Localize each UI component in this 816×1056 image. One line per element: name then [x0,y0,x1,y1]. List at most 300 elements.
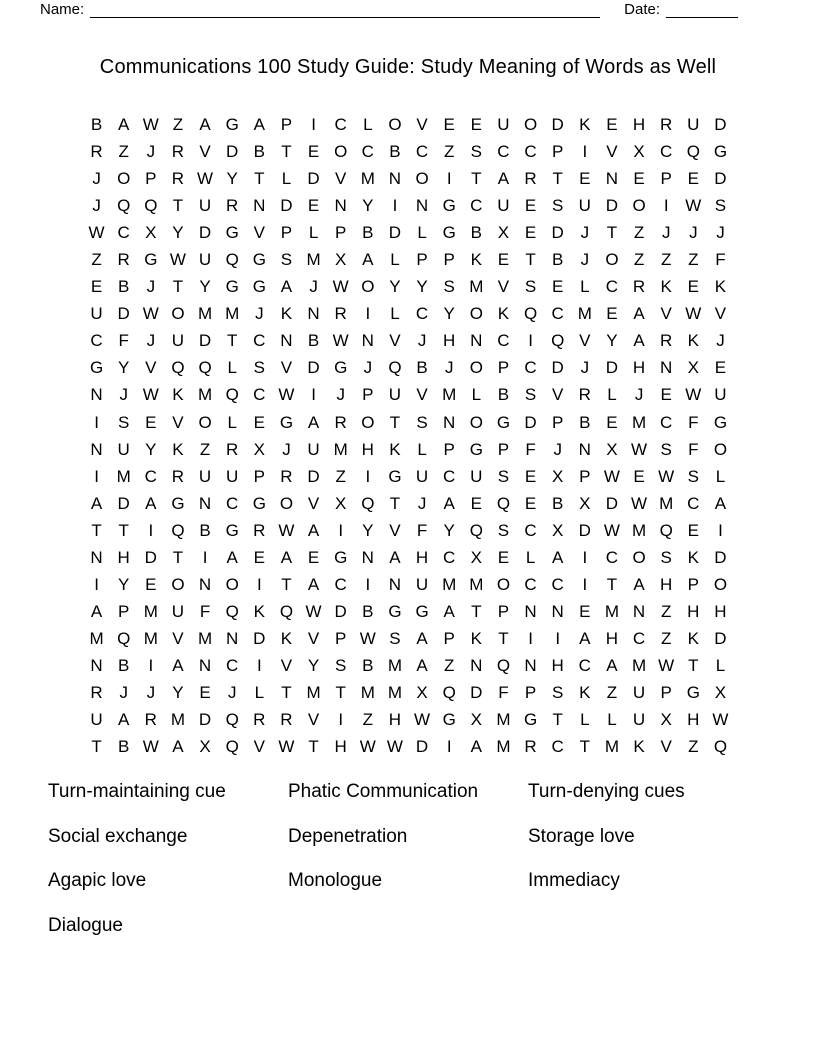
word-list-item: Phatic Communication [288,781,479,802]
grid-letter-r12c17: D [524,412,537,432]
grid-letter-r15c1: A [90,493,103,513]
grid-letter-r18c24: O [713,574,728,594]
grid-letter-r4c11: Y [362,196,374,216]
grid-letter-r22c17: P [524,683,537,702]
grid-letter-r15c10: X [335,493,347,513]
grid-letter-r16c23: E [687,520,699,540]
grid-letter-r14c23: S [687,466,699,486]
grid-letter-r15c23: C [687,493,700,513]
grid-letter-r9c15: N [470,331,483,351]
grid-letter-r12c13: S [416,412,428,432]
grid-letter-r24c23: Z [688,737,699,757]
word-list-item: Turn-maintaining cue [48,781,226,802]
grid-letter-r10c22: N [660,358,673,378]
grid-letter-r7c2: B [118,277,130,297]
grid-letter-r1c5: A [199,115,211,135]
grid-letter-r3c13: O [415,169,429,189]
grid-letter-r1c1: B [90,115,103,135]
grid-letter-r2c2: Z [118,142,129,162]
grid-letter-r3c9: D [307,169,320,189]
grid-letter-r10c16: P [497,358,510,378]
grid-letter-r12c18: P [552,412,564,432]
grid-letter-r4c10: N [334,196,347,216]
grid-letter-r15c13: J [417,493,427,513]
grid-letter-r9c20: Y [606,331,618,351]
grid-letter-r23c9: V [307,710,320,730]
grid-letter-r3c20: N [605,169,619,189]
grid-letter-r9c11: N [361,331,374,351]
grid-letter-r1c3: W [142,115,159,135]
grid-letter-r21c6: C [226,655,239,675]
grid-letter-r8c2: D [117,304,130,324]
grid-letter-r18c8: T [281,574,292,594]
grid-letter-r17c22: S [660,547,672,567]
grid-letter-r13c18: J [553,439,562,459]
grid-letter-r17c4: T [172,547,184,567]
grid-letter-r6c24: F [715,250,726,270]
grid-letter-r12c4: V [172,412,184,432]
grid-letter-r3c17: R [524,169,537,189]
grid-letter-r19c7: K [253,601,265,621]
grid-letter-r23c12: H [388,710,402,730]
grid-letter-r20c4: V [172,628,184,648]
grid-letter-r22c19: K [579,683,591,702]
grid-letter-r1c12: O [388,115,402,135]
grid-letter-r23c11: Z [362,710,373,730]
grid-letter-r3c5: W [197,169,214,189]
grid-letter-r2c19: I [582,142,588,162]
grid-letter-r13c15: G [469,439,483,459]
grid-letter-r24c8: W [278,737,295,757]
grid-letter-r6c14: P [443,250,455,270]
grid-letter-r4c20: D [605,196,619,216]
grid-letter-r22c4: Y [172,683,184,702]
grid-letter-r4c21: O [632,196,646,216]
grid-letter-r24c21: K [633,737,645,757]
grid-letter-r1c13: V [416,115,428,135]
grid-letter-r10c4: Q [171,358,185,378]
grid-letter-r5c15: B [470,223,482,243]
grid-letter-r7c22: K [660,277,672,297]
grid-letter-r2c4: R [171,142,185,162]
grid-letter-r9c3: J [146,331,156,351]
grid-letter-r23c21: U [632,710,646,730]
grid-letter-r4c16: U [497,196,510,216]
grid-letter-r11c8: W [278,385,295,405]
grid-letter-r6c11: A [362,250,374,270]
grid-letter-r21c23: T [688,655,699,675]
grid-letter-r22c18: S [552,683,564,702]
word-list-item: Monologue [288,870,383,892]
grid-letter-r9c7: C [253,331,266,351]
grid-letter-r2c9: E [307,142,320,162]
grid-letter-r2c5: V [199,142,211,162]
grid-letter-r8c11: I [365,304,371,324]
grid-letter-r23c23: H [687,710,700,730]
grid-letter-r19c2: P [118,601,130,621]
grid-letter-r8c3: W [142,304,159,324]
grid-letter-r4c18: S [552,196,564,216]
grid-letter-r21c16: Q [496,655,511,675]
grid-letter-r4c4: T [172,196,184,216]
grid-letter-r24c10: H [334,737,347,757]
grid-letter-r9c5: D [198,331,212,351]
grid-letter-r5c12: D [388,223,402,243]
grid-letter-r20c13: A [416,628,428,648]
grid-letter-r1c8: P [280,115,293,135]
grid-letter-r16c21: M [631,520,647,540]
date-label: Date: [624,1,660,18]
grid-letter-r19c3: M [143,601,158,621]
grid-letter-r8c9: N [307,304,320,324]
grid-letter-r5c6: G [225,223,239,243]
grid-letter-r15c2: D [117,493,130,513]
grid-letter-r22c12: M [387,683,403,702]
grid-letter-r4c3: Q [144,196,158,216]
grid-letter-r11c5: M [197,385,213,405]
grid-letter-r14c7: P [253,466,265,486]
grid-letter-r14c19: P [579,466,591,486]
grid-letter-r10c19: J [580,358,590,378]
grid-letter-r13c19: N [578,439,591,459]
grid-letter-r23c18: T [552,710,563,730]
grid-letter-r22c23: G [686,683,700,702]
grid-letter-r8c18: C [551,304,564,324]
grid-letter-r11c10: J [336,385,345,405]
grid-letter-r22c20: Z [606,683,618,702]
grid-letter-r18c17: C [524,574,537,594]
grid-letter-r20c9: V [307,628,320,648]
grid-letter-r23c19: L [580,710,590,730]
grid-letter-r1c18: D [551,115,564,135]
word-list-item: Turn-denying cues [528,781,685,802]
grid-letter-r14c21: E [633,466,645,486]
grid-letter-r8c10: R [334,304,347,324]
grid-letter-r24c3: W [142,737,159,757]
grid-letter-r8c24: V [714,304,727,324]
grid-letter-r20c5: M [197,628,213,648]
grid-letter-r1c16: U [497,115,510,135]
grid-letter-r15c24: A [714,493,727,513]
grid-letter-r21c17: N [524,655,537,675]
grid-letter-r10c23: X [687,358,699,378]
grid-letter-r15c14: A [443,493,455,513]
grid-letter-r15c20: D [605,493,619,513]
grid-letter-r1c21: H [632,115,646,135]
grid-letter-r22c1: R [90,683,103,702]
grid-letter-r6c17: T [525,250,536,270]
grid-letter-r21c19: C [578,655,591,675]
grid-letter-r20c15: K [470,628,482,648]
grid-letter-r17c13: H [415,547,429,567]
grid-letter-r8c23: W [685,304,702,324]
grid-letter-r22c13: X [416,683,428,702]
grid-letter-r14c4: R [171,466,185,486]
grid-letter-r3c19: E [579,169,591,189]
word-list-item: Dialogue [48,915,123,937]
grid-letter-r18c4: O [171,574,185,594]
grid-letter-r6c12: L [390,250,400,270]
grid-letter-r15c16: Q [496,493,511,513]
grid-letter-r17c20: C [605,547,619,567]
grid-letter-r2c3: J [146,142,156,162]
grid-letter-r1c9: I [311,115,316,135]
grid-letter-r3c6: Y [226,169,238,189]
grid-letter-r1c14: E [443,115,455,135]
grid-letter-r5c7: V [253,223,265,243]
grid-letter-r1c17: O [523,115,538,135]
grid-letter-r22c3: J [146,683,156,702]
grid-letter-r11c16: B [497,385,510,405]
grid-letter-r5c10: P [335,223,347,243]
grid-letter-r13c14: P [443,439,455,459]
grid-letter-r12c7: E [253,412,265,432]
grid-letter-r11c3: W [142,385,159,405]
grid-letter-r4c13: N [415,196,429,216]
grid-letter-r5c14: G [442,223,456,243]
grid-letter-r16c20: W [603,520,620,540]
grid-letter-r1c4: Z [172,115,184,135]
grid-letter-r10c21: H [632,358,646,378]
grid-letter-r16c16: S [497,520,510,540]
grid-letter-r8c14: Y [443,304,455,324]
grid-letter-r16c13: F [416,520,428,540]
grid-letter-r10c9: D [307,358,320,378]
grid-letter-r4c7: N [253,196,266,216]
grid-letter-r9c12: V [389,331,401,351]
grid-letter-r18c19: I [582,574,588,594]
grid-letter-r4c8: D [280,196,293,216]
grid-letter-r6c7: G [252,250,266,270]
grid-letter-r20c11: W [359,628,376,648]
grid-letter-r19c13: G [415,601,429,621]
grid-letter-r7c7: G [252,277,266,297]
grid-letter-r19c14: A [443,601,455,621]
grid-letter-r7c19: L [580,277,590,297]
grid-letter-r11c14: M [442,385,457,405]
grid-letter-r12c8: G [279,412,294,432]
grid-letter-r23c17: G [523,710,538,730]
grid-letter-r2c23: Q [686,142,700,162]
grid-letter-r22c9: M [306,683,321,702]
grid-letter-r20c23: K [687,628,699,648]
grid-letter-r10c10: G [334,358,348,378]
grid-letter-r5c19: J [580,223,590,243]
grid-letter-r24c13: D [415,737,429,757]
grid-letter-r16c6: G [225,520,239,540]
grid-letter-r6c13: P [416,250,428,270]
grid-letter-r7c12: Y [389,277,401,297]
grid-letter-r8c5: M [197,304,213,324]
grid-letter-r10c8: V [280,358,293,378]
grid-letter-r13c20: X [606,439,618,459]
grid-letter-r16c1: T [91,520,102,540]
grid-letter-r10c3: V [145,358,157,378]
grid-letter-r20c20: H [605,628,619,648]
grid-letter-r20c18: I [555,628,561,648]
grid-letter-r11c1: N [90,385,103,405]
grid-letter-r19c18: N [551,601,564,621]
grid-letter-r19c6: Q [225,601,239,621]
grid-letter-r11c22: E [660,385,672,405]
grid-letter-r21c21: M [631,655,647,675]
grid-letter-r17c11: N [361,547,374,567]
grid-letter-r15c22: M [659,493,674,513]
grid-letter-r17c15: X [470,547,482,567]
grid-letter-r7c20: C [605,277,619,297]
grid-letter-r13c12: K [389,439,401,459]
grid-letter-r21c14: Z [443,655,455,675]
grid-letter-r11c9: I [311,385,316,405]
grid-letter-r21c5: N [198,655,212,675]
grid-letter-r2c12: B [389,142,401,162]
grid-letter-r23c10: I [338,710,344,730]
grid-letter-r12c24: G [713,412,728,432]
grid-letter-r11c17: S [524,385,537,405]
grid-letter-r7c15: M [469,277,484,297]
grid-letter-r15c15: E [470,493,482,513]
grid-letter-r19c10: D [334,601,347,621]
grid-letter-r7c18: E [552,277,564,297]
grid-letter-r5c20: T [606,223,618,243]
grid-letter-r21c10: S [335,655,347,675]
grid-letter-r20c7: D [253,628,266,648]
grid-letter-r17c14: C [443,547,456,567]
grid-letter-r12c15: O [469,412,483,432]
grid-letter-r12c21: M [631,412,647,432]
grid-letter-r6c22: Z [660,250,672,270]
grid-letter-r7c10: W [332,277,349,297]
grid-letter-r17c2: H [117,547,130,567]
grid-letter-r5c3: X [145,223,157,243]
grid-letter-r3c11: M [360,169,375,189]
grid-letter-r18c1: I [94,574,99,594]
grid-letter-r4c19: U [578,196,591,216]
grid-letter-r3c2: O [117,169,131,189]
grid-letter-r22c2: J [119,683,128,702]
grid-letter-r2c15: S [470,142,482,162]
grid-letter-r15c18: B [552,493,564,513]
grid-letter-r17c10: G [334,547,348,567]
grid-letter-r19c20: M [604,601,620,621]
grid-letter-r4c6: R [226,196,239,216]
grid-letter-r8c1: U [90,304,103,324]
grid-letter-r7c1: E [90,277,103,297]
grid-letter-r16c24: I [718,520,723,540]
grid-letter-r5c11: B [362,223,374,243]
grid-letter-r9c18: Q [551,331,565,351]
grid-letter-r14c15: U [470,466,483,486]
grid-letter-r18c9: A [307,574,320,594]
grid-letter-r6c1: Z [91,250,102,270]
grid-letter-r22c21: U [632,683,646,702]
grid-letter-r11c15: L [471,385,482,405]
grid-letter-r6c20: O [605,250,619,270]
grid-letter-r11c18: V [552,385,564,405]
grid-letter-r15c19: X [579,493,591,513]
grid-letter-r7c16: V [497,277,510,297]
grid-letter-r21c15: N [470,655,483,675]
grid-letter-r12c23: F [688,412,699,432]
grid-letter-r24c12: W [386,737,403,757]
grid-letter-r21c2: B [118,655,130,675]
grid-letter-r16c8: W [278,520,295,540]
grid-letter-r24c9: T [308,737,319,757]
grid-letter-r16c19: D [578,520,591,540]
grid-letter-r10c18: D [551,358,564,378]
grid-letter-r11c24: U [714,385,727,405]
grid-letter-r6c19: J [580,250,590,270]
grid-letter-r16c9: A [307,520,320,540]
grid-letter-r2c8: T [281,142,292,162]
grid-letter-r24c17: R [524,737,537,757]
grid-letter-r19c19: E [579,601,591,621]
grid-letter-r20c21: C [632,628,646,648]
grid-letter-r8c12: L [390,304,400,324]
grid-letter-r6c15: K [470,250,482,270]
grid-letter-r19c8: Q [279,601,294,621]
grid-letter-r13c11: H [361,439,374,459]
word-list-item: Social exchange [48,825,188,847]
grid-letter-r22c22: P [660,683,672,702]
grid-letter-r14c1: I [94,466,99,486]
grid-letter-r1c11: L [363,115,373,135]
grid-letter-r24c1: T [91,737,102,757]
grid-letter-r18c22: H [660,574,673,594]
grid-letter-r23c5: D [198,710,212,730]
header-row [40,2,738,18]
grid-letter-r17c12: A [389,547,401,567]
grid-letter-r21c13: A [416,655,428,675]
grid-letter-r11c12: U [388,385,402,405]
grid-letter-r4c12: I [392,196,398,216]
grid-letter-r19c15: T [471,601,482,621]
grid-letter-r13c1: N [90,439,103,459]
grid-letter-r23c22: X [660,710,672,730]
grid-letter-r12c22: C [660,412,673,432]
grid-letter-r14c3: C [144,466,157,486]
grid-letter-r19c9: W [305,601,322,621]
grid-letter-r4c24: S [714,196,727,216]
grid-letter-r3c8: L [281,169,292,189]
grid-letter-r18c12: N [388,574,402,594]
grid-letter-r17c7: E [253,547,265,567]
grid-letter-r16c18: X [552,520,564,540]
grid-letter-r18c3: E [145,574,157,594]
grid-letter-r2c20: V [606,142,618,162]
grid-letter-r17c19: I [582,547,588,567]
grid-letter-r14c16: S [497,466,510,486]
grid-letter-r22c15: D [470,683,483,702]
grid-letter-r3c15: T [471,169,482,189]
grid-letter-r18c20: T [606,574,618,594]
grid-letter-r16c15: Q [469,520,483,540]
grid-letter-r1c22: R [660,115,673,135]
grid-letter-r15c3: A [145,493,157,513]
grid-letter-r16c2: T [118,520,129,540]
grid-letter-r17c1: N [90,547,103,567]
grid-letter-r14c9: D [307,466,320,486]
grid-letter-r9c6: T [226,331,238,351]
grid-letter-r13c3: Y [145,439,157,459]
grid-letter-r13c17: F [525,439,536,459]
grid-letter-r14c17: E [524,466,537,486]
grid-letter-r14c20: W [603,466,620,486]
grid-letter-r17c23: K [687,547,699,567]
grid-letter-r4c1: J [92,196,101,216]
name-blank-line [90,2,600,18]
grid-letter-r1c2: A [118,115,130,135]
